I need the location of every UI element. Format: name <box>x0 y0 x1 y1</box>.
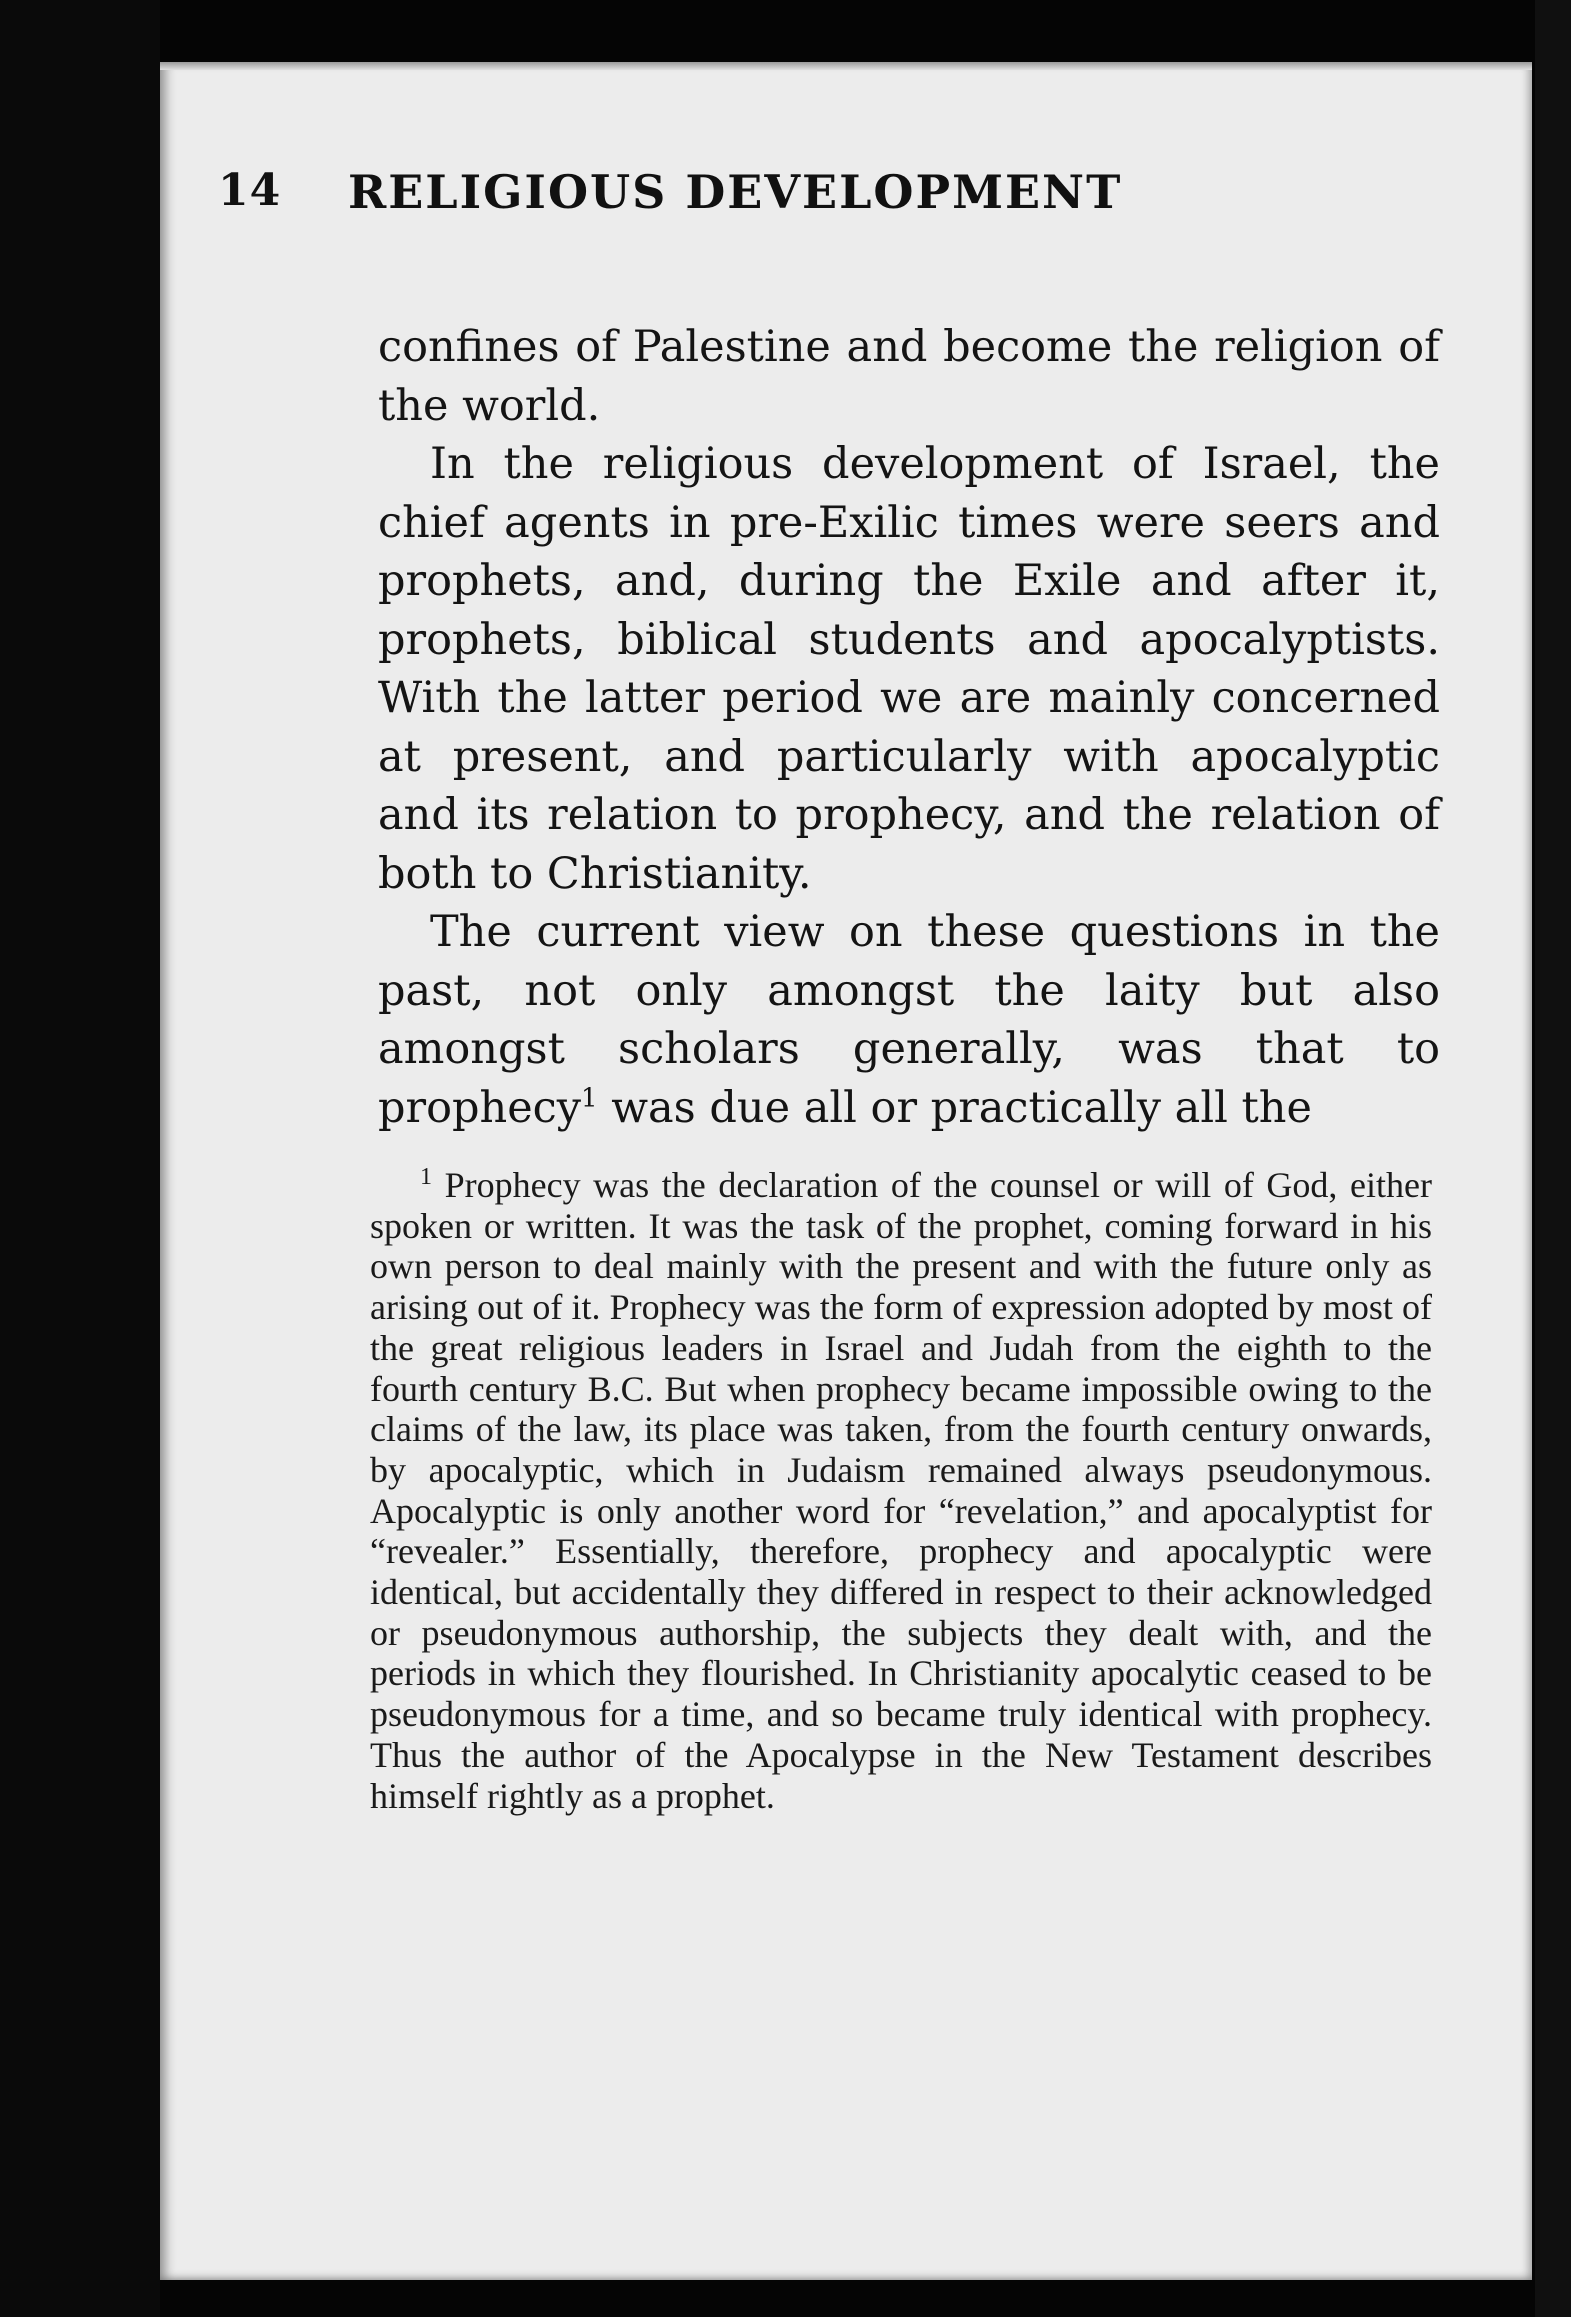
paragraph-2: In the religious development of Israel, the chief agents in pre-Exilic times were seers and prophets, and, during the Exile and after it, prophets, biblical students and apocalyptists. With the latter period we are mainly concerned at present, and particularly with apocalyptic and its relation to prophecy, and the relation of both to Christianity. <box>378 439 1440 899</box>
running-head: RELIGIOUS DEVELOPMENT <box>348 165 1123 219</box>
scan-background-right <box>1535 0 1571 2317</box>
footnote-marker: 1 <box>420 1164 432 1190</box>
footnote-reference: 1 <box>581 1083 598 1114</box>
footnote <box>370 1165 1432 1816</box>
paragraph-3 <box>378 903 1440 1137</box>
paragraph-3-text-b: was due all or practically all the <box>597 1082 1312 1133</box>
paragraph-3-text-a: The current view on these questions in the past, not only amongst the laity but also amongst scholars generally, was that to prophecy <box>378 907 1440 1133</box>
body-text <box>378 318 1440 1137</box>
scan-background-left <box>0 0 160 2317</box>
footnote-text: Prophecy was the declaration of the counsel or will of God, either spoken or written. It was the task of the prophet, coming forward in his own person to deal mainly with the present and with the future only as arising out of it. Prophecy was the form of expression adopted by most of the great religious leaders in Israel and Judah from the eighth to the fourth century B.C. But when prophecy became impossible owing to the claims of the law, its place was taken, from the fourth century onwards, by apocalyptic, which in Judaism remained always pseudonymous. Apocalyptic is only another word for “revelation,” and apocalyptist for “revealer.” Essentially, therefore, prophecy and apocalyptic were identical, but accidentally they differed in respect to their acknowledged or pseudonymous authorship, the subjects they dealt with, and the periods in which they flourished. In Christianity apocalytic ceased to be pseudonymous for a time, and so became truly identical with prophecy. Thus the author of the Apocalypse in the New Testament describes himself rightly as a prophet. <box>370 1165 1432 1816</box>
page-number: 14 <box>218 165 282 216</box>
paragraph-1: confines of Palestine and become the religion of the world. <box>378 322 1440 431</box>
page-top-edge <box>160 62 1532 70</box>
